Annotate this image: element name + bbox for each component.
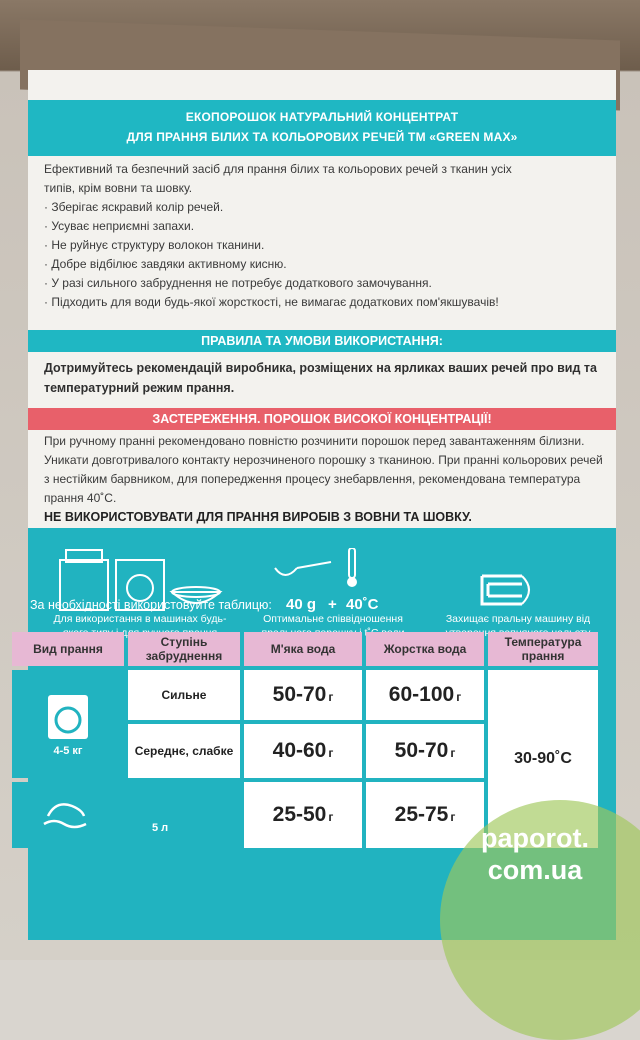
dose-value: 60-100 [388, 682, 455, 706]
unit-label: г [456, 689, 462, 704]
unit-label: г [328, 745, 334, 760]
title-band [28, 100, 616, 156]
header-soft-water: М'яка вода [244, 632, 362, 666]
description-line: · У разі сильного забруднення не потребує додаткового замочування. [44, 276, 432, 290]
level-medium: Середнє, слабке [128, 724, 240, 778]
machine-wash-cell [12, 670, 124, 778]
unit-label: г [328, 689, 334, 704]
description-line: типів, крім вовни та шовку. [44, 181, 193, 195]
rules-text: Дотримуйтесь рекомендацій виробника, розміщених на ярликах ваших речей про вид та температурний режим прання. [44, 361, 597, 395]
header-hard-water: Жорстка вода [366, 632, 484, 666]
scoop-thermometer-icon [273, 548, 373, 598]
unit-label: г [450, 810, 456, 824]
hard-water-strong [366, 670, 484, 720]
description-line: · Усуває неприємні запахи. [44, 219, 195, 233]
warning-heading: ЗАСТЕРЕЖЕННЯ. ПОРОШОК ВИСОКОЇ КОНЦЕНТРАЦІЇ! [28, 408, 616, 430]
unit-label: г [450, 745, 456, 760]
soft-water-hand [244, 782, 362, 848]
title-line-1: ЕКОПОРОШОК НАТУРАЛЬНИЙ КОНЦЕНТРАТ [185, 110, 459, 124]
description-line: · Не руйнує структуру волокон тканини. [44, 238, 265, 252]
header-soil-level: Ступінь забруднення [128, 632, 240, 666]
description [44, 160, 604, 312]
washing-machine-icon [45, 692, 91, 742]
dose-label: 40 g [286, 596, 317, 613]
dose-value: 25-75 [394, 803, 449, 826]
watermark-text [455, 822, 615, 886]
hard-water-medium [366, 724, 484, 778]
watermark-line-1: paporot. [481, 823, 589, 853]
soft-water-strong [244, 670, 362, 720]
plus-sign: + [328, 596, 337, 613]
hand-wash-icon [42, 794, 92, 834]
hand-volume-label: 5 л [152, 822, 169, 834]
rules-heading: ПРАВИЛА ТА УМОВИ ВИКОРИСТАННЯ: [28, 330, 616, 352]
header-wash-type: Вид прання [12, 632, 124, 666]
caption-protect: Захищає пральну машину від [445, 613, 591, 625]
dose-value: 25-50 [272, 803, 327, 826]
description-line: Ефективний та безпечний засіб для прання білих та кольорових речей з тканин усіх [44, 162, 512, 176]
watermark-line-2: com.ua [487, 855, 583, 885]
description-line: · Добре відбілює завдяки активному кисню. [44, 257, 287, 271]
temperature-label: 40˚C [346, 596, 379, 613]
dose-value: 50-70 [272, 682, 327, 706]
temperature-range: 30-90˚С [488, 670, 598, 848]
title-line-2: ДЛЯ ПРАННЯ БІЛИХ ТА КОЛЬОРОВИХ РЕЧЕЙ ТМ «GREEN MAX» [126, 130, 518, 144]
caption-ratio: Оптимальне співвідношення [263, 613, 403, 625]
header-temperature: Температура прання [488, 632, 598, 666]
descaling-icon [478, 570, 548, 610]
table-hint: За необхідності використовуйте таблицю: [30, 598, 272, 612]
warning-bold-text: НЕ ВИКОРИСТОВУВАТИ ДЛЯ ПРАННЯ ВИРОБІВ З ВОВНИ ТА ШОВКУ. [44, 510, 472, 524]
unit-label: г [328, 810, 334, 824]
warning-text: При ручному пранні рекомендовано повністю розчинити порошок перед завантаженням білизни. Уникати довготривалого контакту нерозчиненого порошку з тканиною. При пранні кольорових речей з нестійким барвником, для попередження процесу знебарвлення, рекомендована температура прання 40˚С. [44, 434, 603, 505]
dose-value: 40-60 [272, 738, 327, 762]
caption-machines: Для використання в машинах будь- [53, 613, 227, 625]
description-line: · Зберігає яскравий колір речей. [44, 200, 224, 214]
warning-block [44, 432, 604, 527]
description-line: · Підходить для води будь-якої жорсткості, не вимагає додаткових пом'якшувачів! [44, 295, 499, 309]
level-strong: Сильне [128, 670, 240, 720]
dose-value: 50-70 [394, 738, 449, 762]
hand-wash-cell [12, 782, 240, 848]
machine-load-label: 4-5 кг [53, 744, 83, 757]
soft-water-medium [244, 724, 362, 778]
